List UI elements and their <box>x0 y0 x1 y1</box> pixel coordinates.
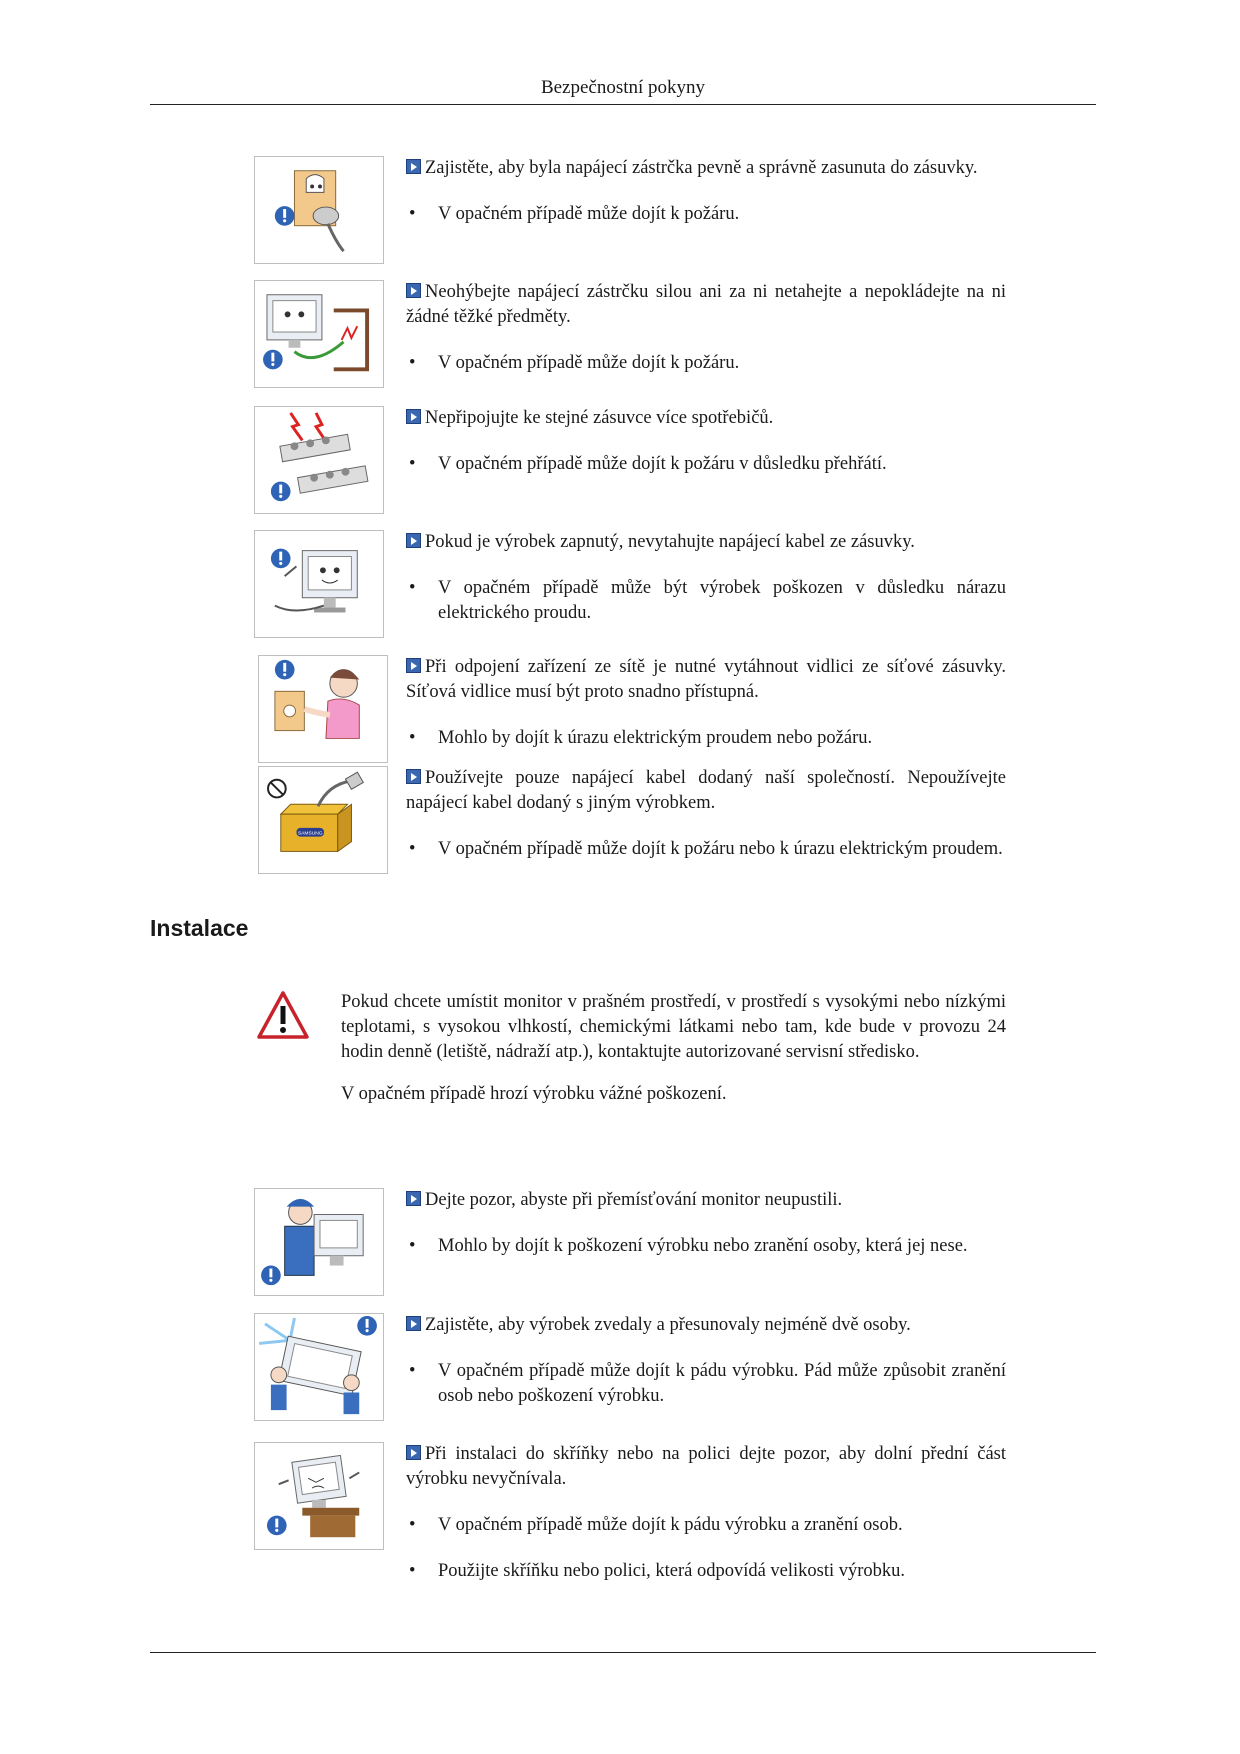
item-bullet: • Použijte skříňku nebo polici, která odpovídá velikosti výrobku. <box>406 1559 1006 1584</box>
shelf-edge-illustration-icon <box>254 1442 384 1550</box>
two-person-lift-illustration-icon <box>254 1313 384 1421</box>
item-instruction: Při instalaci do skříňky nebo na polici dejte pozor, aby dolní přední část výrobku nevyčnívala. <box>406 1444 1006 1489</box>
item-bullet: • V opačném případě může dojít k požáru. <box>406 351 1006 376</box>
item-instruction: Zajistěte, aby byla napájecí zástrčka pevně a správně zasunuta do zásuvky. <box>425 158 978 178</box>
socket-accessible-illustration-icon <box>258 655 388 763</box>
page-header-title: Bezpečnostní pokyny <box>540 77 706 98</box>
note-marker-icon <box>406 658 421 673</box>
supplied-cable-box-illustration-icon <box>258 766 388 874</box>
plug-insert-illustration-icon <box>254 156 384 264</box>
item-instruction: Dejte pozor, abyste při přemísťování monitor neupustili. <box>425 1190 843 1210</box>
unplug-while-on-illustration-icon <box>254 530 384 638</box>
item-bullet: • V opačném případě může dojít k požáru nebo k úrazu elektrickým proudem. <box>406 837 1006 862</box>
item-instruction: Neohýbejte napájecí zástrčku silou ani za ni netahejte a nepokládejte na ni žádné těžké předměty. <box>406 282 1006 327</box>
item-instruction: Pokud je výrobek zapnutý, nevytahujte napájecí kabel ze zásuvky. <box>425 532 915 552</box>
item-bullet: • V opačném případě může být výrobek poškozen v důsledku nárazu elektrického proudu. <box>406 576 1006 626</box>
caution-triangle-icon <box>256 990 310 1040</box>
note-marker-icon <box>406 159 421 174</box>
item-bullet: • Mohlo by dojít k poškození výrobku nebo zranění osoby, která jej nese. <box>406 1234 1006 1259</box>
item-bullet: • V opačném případě může dojít k požáru. <box>406 202 1006 227</box>
item-instruction: Používejte pouze napájecí kabel dodaný naší společností. Nepoužívejte napájecí kabel dodaný s jiným výrobkem. <box>406 768 1006 813</box>
item-bullet: • V opačném případě může dojít k pádu výrobku a zranění osob. <box>406 1513 1006 1538</box>
note-marker-icon <box>406 533 421 548</box>
cable-bending-illustration-icon <box>254 280 384 388</box>
box-brand-label: SAMSUNG <box>297 831 323 837</box>
note-marker-icon <box>406 1191 421 1206</box>
caution-paragraph: Pokud chcete umístit monitor v prašném prostředí, v prostředí s vysokými nebo nízkými teplotami, s vysokou vlhkostí, chemickými látkami nebo tam, kde bude v provozu 24 hodin denně (letiště, nádraží atp.), kontaktujte autorizované servisní středisko. <box>341 992 1006 1062</box>
item-instruction: Nepřipojujte ke stejné zásuvce více spotřebičů. <box>425 408 774 428</box>
header-divider <box>150 104 1096 105</box>
item-bullet: • Mohlo by dojít k úrazu elektrickým proudem nebo požáru. <box>406 726 1006 751</box>
caution-paragraph: V opačném případě hrozí výrobku vážné poškození. <box>341 1084 727 1104</box>
footer-divider <box>150 1652 1096 1653</box>
section-heading: Instalace <box>150 915 249 941</box>
note-marker-icon <box>406 1316 421 1331</box>
note-marker-icon <box>406 283 421 298</box>
item-bullet: • V opačném případě může dojít k pádu výrobku. Pád může způsobit zranění osob nebo poškození výrobku. <box>406 1359 1006 1409</box>
item-instruction: Zajistěte, aby výrobek zvedaly a přesunovaly nejméně dvě osoby. <box>425 1315 911 1335</box>
carrying-monitor-illustration-icon <box>254 1188 384 1296</box>
power-strip-overload-illustration-icon <box>254 406 384 514</box>
note-marker-icon <box>406 769 421 784</box>
note-marker-icon <box>406 1445 421 1460</box>
item-bullet: • V opačném případě může dojít k požáru v důsledku přehřátí. <box>406 452 1006 477</box>
caution-text <box>341 990 1006 1124</box>
item-instruction: Při odpojení zařízení ze sítě je nutné vytáhnout vidlici ze síťové zásuvky. Síťová vidlice musí být proto snadno přístupná. <box>406 657 1006 702</box>
note-marker-icon <box>406 409 421 424</box>
